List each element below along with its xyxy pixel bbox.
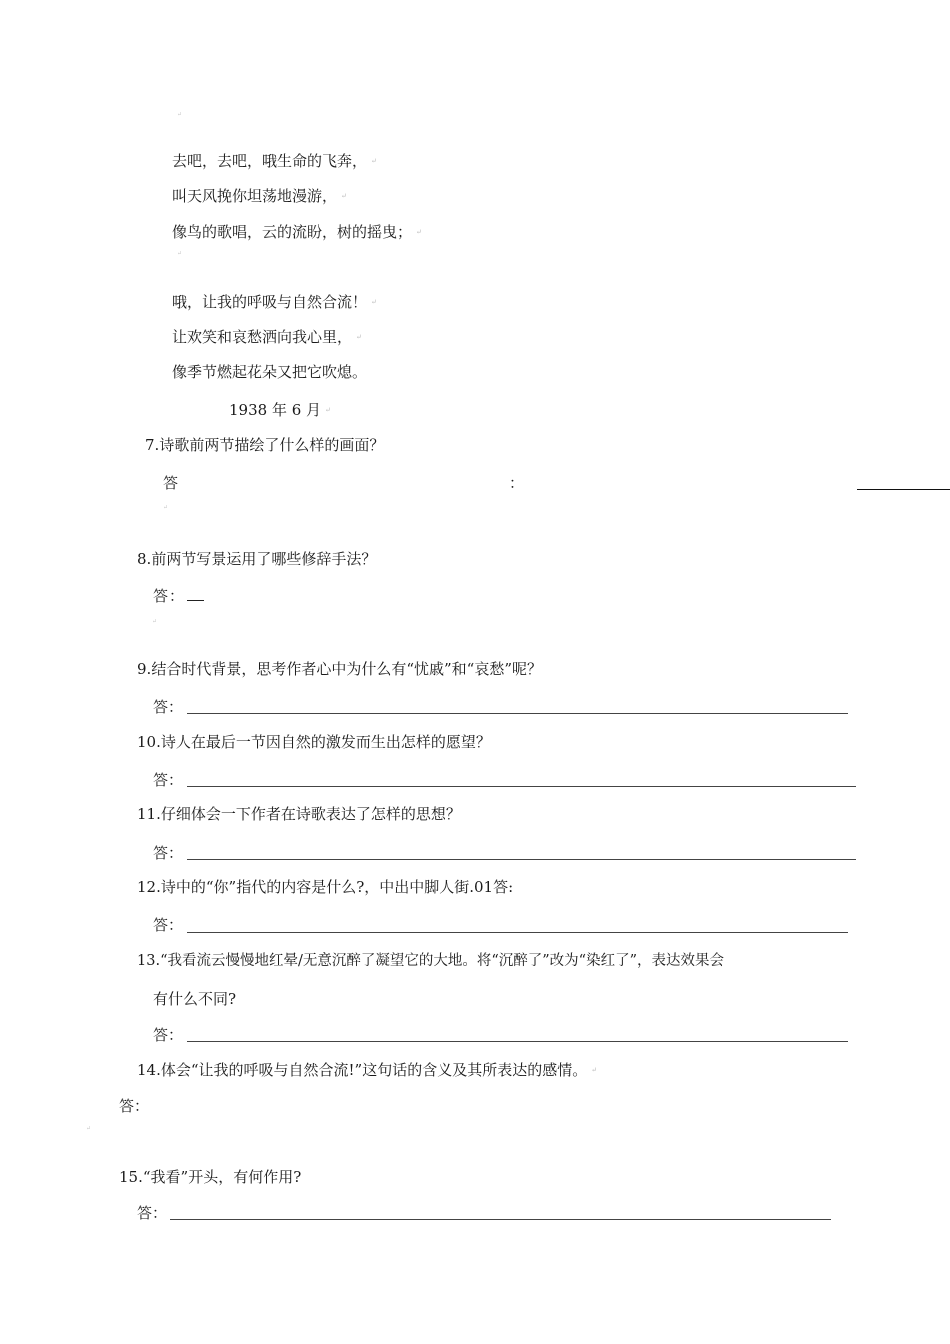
answer-line-10[interactable] xyxy=(187,786,856,787)
question-number: 12. xyxy=(137,878,161,896)
poem-line-text: 叫天风挽你坦荡地漫游， xyxy=(172,187,338,205)
answer-blank-8[interactable] xyxy=(187,588,204,601)
question-text: “我看”开头，有何作用? xyxy=(142,1168,302,1186)
answer-label-7: 答 xyxy=(163,474,179,492)
answer-8 xyxy=(153,586,204,606)
answer-line-13[interactable] xyxy=(187,1041,848,1042)
answer-line-15[interactable] xyxy=(170,1219,831,1220)
answer-label-15: 答： xyxy=(137,1204,168,1222)
paragraph-mark: ↵ xyxy=(177,250,183,257)
paragraph-mark: ↵ xyxy=(163,504,169,511)
poem-line xyxy=(172,151,377,171)
poem-date-text: 1938 年 6 月 xyxy=(229,401,322,419)
answer-line-9[interactable] xyxy=(187,713,848,714)
poem-line xyxy=(172,327,362,347)
question-text: 仔细体会一下作者在诗歌表达了怎样的思想？ xyxy=(160,805,461,823)
question-number: 11. xyxy=(137,805,161,823)
poem-line-text: 像季节燃起花朵又把它吹熄。 xyxy=(172,363,368,381)
paragraph-mark: ↵ xyxy=(86,1125,92,1132)
question-number: 13. xyxy=(137,953,161,969)
poem-line xyxy=(172,186,347,206)
paragraph-mark: ↵ xyxy=(356,333,362,341)
question-10 xyxy=(137,732,491,752)
answer-label-10: 答： xyxy=(153,771,184,789)
question-14 xyxy=(137,1060,597,1080)
question-text: 有什么不同? xyxy=(153,990,237,1008)
question-text: “我看流云慢慢地红晕/无意沉醉了凝望它的大地。将“沉醉了”改为“染红了”，表达效果会 xyxy=(160,953,725,969)
answer-label-14: 答： xyxy=(119,1097,150,1115)
answer-line-7[interactable] xyxy=(857,489,950,490)
question-7 xyxy=(145,435,384,455)
answer-line-11[interactable] xyxy=(187,859,856,860)
poem-line-text: 让欢笑和哀愁洒向我心里， xyxy=(172,328,353,346)
poem-line xyxy=(172,222,422,242)
answer-label-11: 答： xyxy=(153,844,184,862)
question-text: 结合时代背景，思考作者心中为什么有“忧戚”和“哀愁”呢？ xyxy=(151,660,542,678)
answer-label: 答： xyxy=(153,587,186,605)
poem-line-text: 哦，让我的呼吸与自然合流！ xyxy=(172,293,368,311)
answer-line-12[interactable] xyxy=(187,932,848,933)
paragraph-mark: ↵ xyxy=(371,157,377,165)
poem-line xyxy=(172,292,377,312)
question-number: 14. xyxy=(137,1061,161,1079)
question-text: 诗歌前两节描绘了什么样的画面？ xyxy=(159,436,385,454)
question-13 xyxy=(137,951,724,971)
question-9 xyxy=(137,659,542,679)
poem-line xyxy=(172,362,367,382)
poem-line-text: 去吧，去吧，哦生命的飞奔， xyxy=(172,152,368,170)
question-number: 8. xyxy=(137,550,152,568)
paragraph-mark: ↵ xyxy=(341,192,347,200)
question-13-cont xyxy=(153,989,236,1009)
question-number: 7. xyxy=(145,436,160,454)
answer-colon-7: ： xyxy=(509,474,525,492)
question-15 xyxy=(119,1167,301,1187)
question-number: 9. xyxy=(137,660,152,678)
question-number: 15. xyxy=(119,1168,143,1186)
paragraph-mark: ↵ xyxy=(416,228,422,236)
question-8 xyxy=(137,549,376,569)
question-text: 诗人在最后一节因自然的激发而生出怎样的愿望？ xyxy=(160,733,491,751)
paragraph-mark: ↵ xyxy=(591,1066,598,1074)
question-number: 10. xyxy=(137,733,161,751)
question-11 xyxy=(137,804,461,824)
question-text: 诗中的“你”指代的内容是什么?，中出中脚人街.01答: xyxy=(160,878,514,896)
poem-line-text: 像鸟的歌唱，云的流盼，树的摇曳； xyxy=(172,223,413,241)
question-text: 体会“让我的呼吸与自然合流!”这句话的含义及其所表达的感情。 xyxy=(160,1061,588,1079)
paragraph-mark: ↵ xyxy=(371,298,377,306)
paragraph-mark: ↵ xyxy=(152,618,158,625)
paragraph-mark: ↵ xyxy=(325,406,331,414)
paragraph-mark: ↵ xyxy=(177,111,183,118)
question-12 xyxy=(137,877,513,897)
question-text: 前两节写景运用了哪些修辞手法？ xyxy=(151,550,377,568)
answer-label-9: 答： xyxy=(153,698,184,716)
poem-date xyxy=(229,400,331,420)
answer-label-12: 答： xyxy=(153,916,184,934)
answer-label-13: 答： xyxy=(153,1026,184,1044)
